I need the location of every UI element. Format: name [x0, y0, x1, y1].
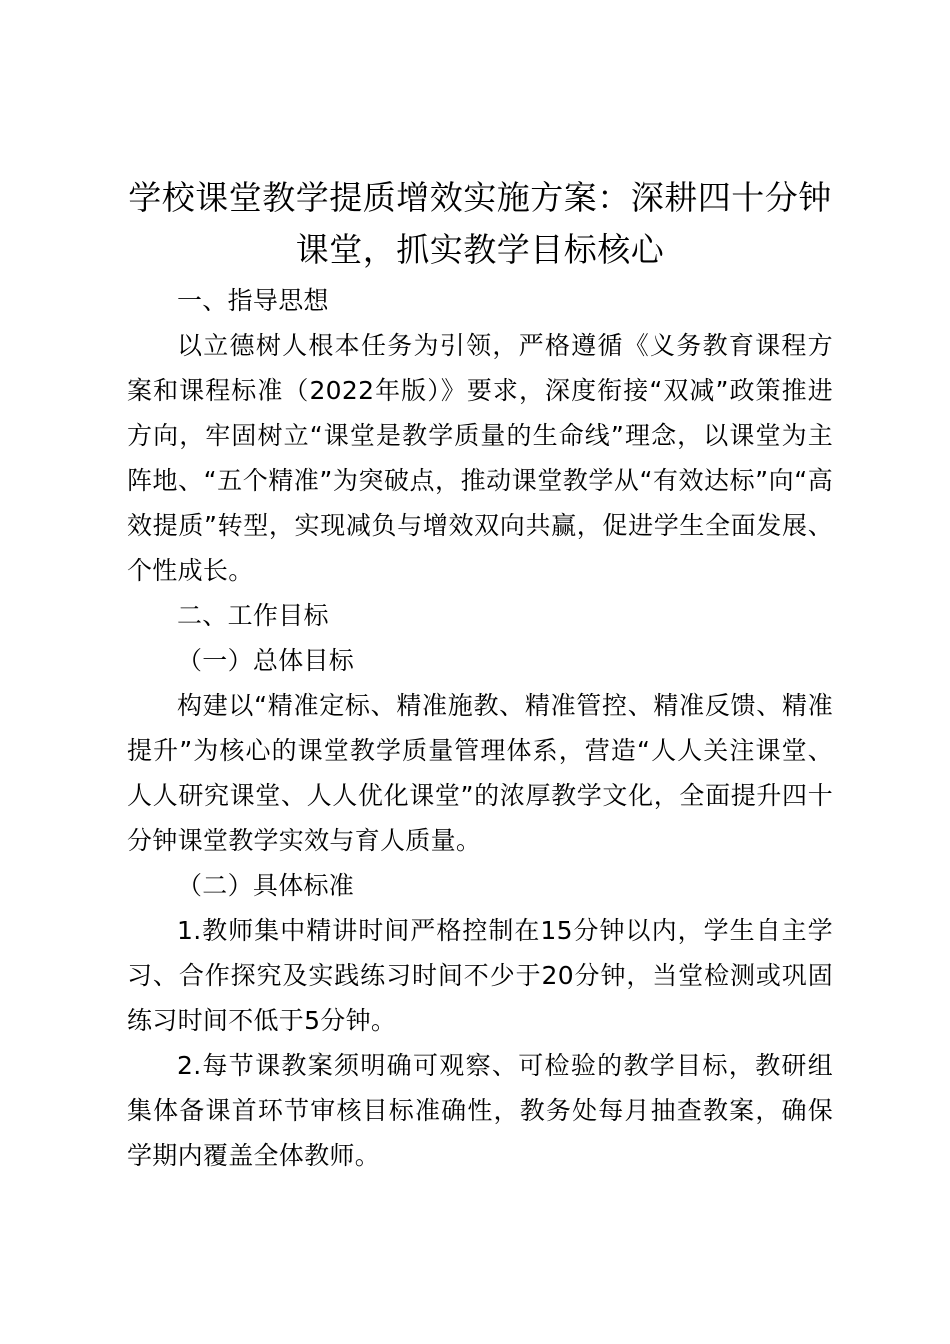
list-item-standard-2: 2.每节课教案须明确可观察、可检验的教学目标，教研组集体备课首环节审核目标准确性，教务处每月抽查教案，确保学期内覆盖全体教师。 — [127, 1051, 833, 1170]
subsection-heading-specific-standards: （二）具体标准 — [177, 871, 355, 900]
list-item-standard-1: 1.教师集中精讲时间严格控制在15分钟以内，学生自主学习、合作探究及实践练习时间不少于20分钟，当堂检测或巩固练习时间不低于5分钟。 — [127, 916, 833, 1035]
document-page — [127, 172, 833, 1178]
paragraph-overall-goal: 构建以“精准定标、精准施教、精准管控、精准反馈、精准提升”为核心的课堂教学质量管理体系，营造“人人关注课堂、人人研究课堂、人人优化课堂”的浓厚教学文化，全面提升四十分钟课堂教学实效与育人质量。 — [127, 691, 833, 855]
section-heading-guiding-ideology: 一、指导思想 — [177, 286, 329, 315]
section-heading-work-goals: 二、工作目标 — [177, 601, 329, 630]
subsection-heading-overall-goal: （一）总体目标 — [177, 646, 355, 675]
paragraph-guiding-ideology: 以立德树人根本任务为引领，严格遵循《义务教育课程方案和课程标准（2022年版）》要求，深度衔接“双减”政策推进方向，牢固树立“课堂是教学质量的生命线”理念，以课堂为主阵地、“五个精准”为突破点，推动课堂教学从“有效达标”向“高效提质”转型，实现减负与增效双向共赢，促进学生全面发展、个性成长。 — [127, 331, 833, 585]
document-title: 学校课堂教学提质增效实施方案：深耕四十分钟课堂，抓实教学目标核心 — [128, 178, 832, 269]
